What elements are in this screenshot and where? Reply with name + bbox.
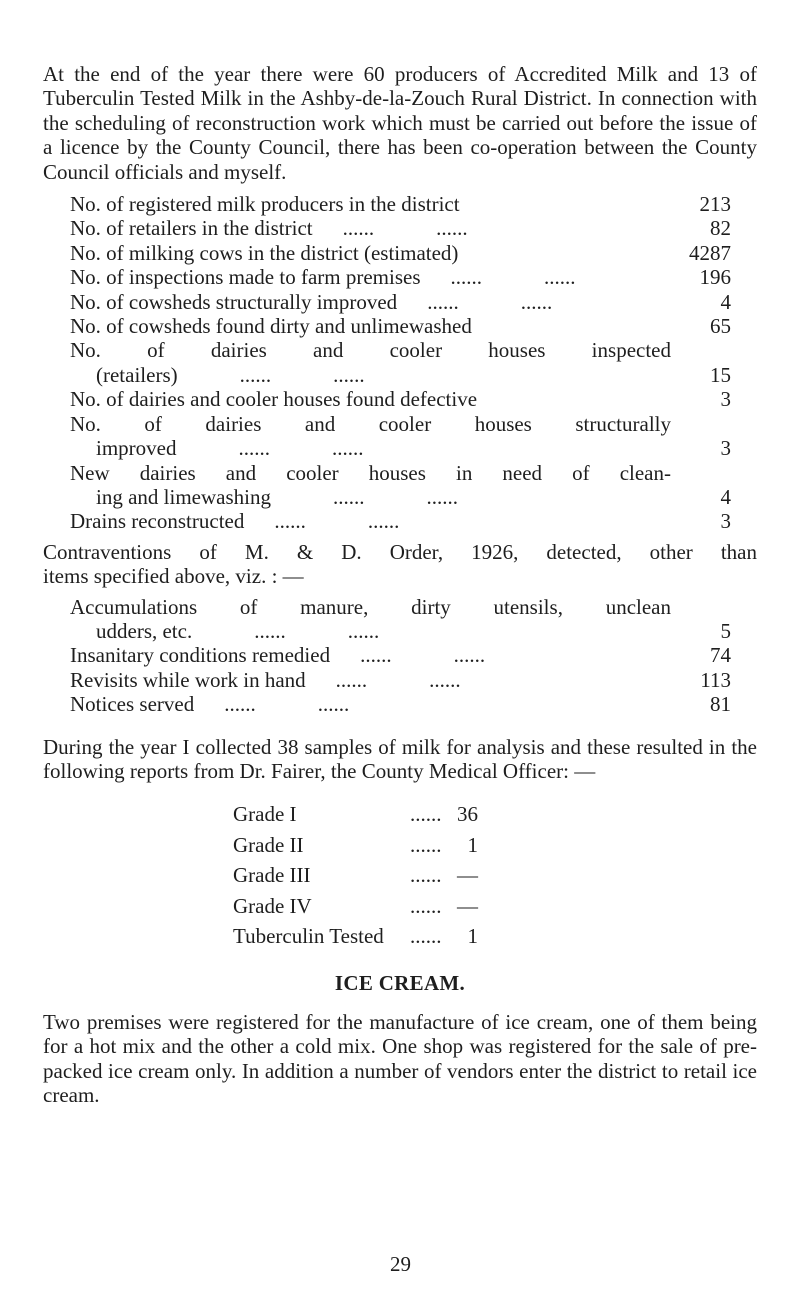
item-label xyxy=(70,192,671,216)
grade-row xyxy=(233,830,478,860)
item-label xyxy=(70,412,671,461)
item-label-text: No. of dairies and cooler houses found defective xyxy=(70,387,478,412)
list-item xyxy=(70,461,731,510)
item-label-text: No. of retailers in the district xyxy=(70,216,313,241)
item-label xyxy=(70,595,671,644)
item-label xyxy=(70,692,671,716)
list-item xyxy=(70,668,731,692)
grade-label xyxy=(233,860,442,890)
leader-dots: ...... xyxy=(436,216,468,241)
leader-dots: ...... xyxy=(342,216,375,241)
item-label-text: Accumulations of manure, dirty utensils, unclean xyxy=(70,594,671,619)
contraventions-list xyxy=(70,595,731,717)
item-label-text: Insanitary conditions remedied xyxy=(70,643,331,668)
list-item xyxy=(70,192,731,216)
leader-dots: ...... xyxy=(333,362,365,387)
item-label xyxy=(70,643,671,667)
leader-dots: ...... xyxy=(427,289,459,314)
item-label xyxy=(70,461,671,510)
item-label-text: No. of cowsheds found dirty and unlimewashed xyxy=(70,314,472,339)
grade-label xyxy=(233,891,442,921)
ice-cream-heading: ICE CREAM. xyxy=(334,971,466,996)
grade-label-text: Grade IV xyxy=(233,893,312,918)
list-item xyxy=(70,643,731,667)
item-value: 3 xyxy=(720,387,731,412)
grade-label-text: Grade II xyxy=(233,832,304,857)
leader-dots: ...... xyxy=(360,643,392,668)
list-item xyxy=(70,265,731,289)
grade-label xyxy=(233,799,442,829)
samples-paragraph: During the year I collected 38 samples of milk for analysis and these resulted in the following reports from Dr. Fairer, the County Medical Officer: — xyxy=(43,734,757,783)
item-label xyxy=(70,241,671,265)
contraventions-line-2: items specified above, viz. : — xyxy=(43,564,304,589)
list-item xyxy=(70,290,731,314)
list-item xyxy=(70,509,731,533)
item-label xyxy=(70,216,671,240)
grade-value: 1 xyxy=(467,832,478,857)
item-label-text: No. of inspections made to farm premises xyxy=(70,265,421,290)
item-label-text: No. of milking cows in the district (estimated) xyxy=(70,240,459,265)
item-value: 5 xyxy=(720,618,731,643)
item-label-text: Notices served xyxy=(70,692,195,717)
leader-dots: ...... xyxy=(335,667,368,692)
contraventions-paragraph xyxy=(43,540,757,589)
item-label-continuation-text: udders, etc. xyxy=(96,618,193,643)
item-value: 15 xyxy=(710,362,731,387)
item-value: 4287 xyxy=(689,240,731,265)
leader-dots: ...... xyxy=(331,436,364,461)
item-value: 196 xyxy=(699,265,731,290)
list-item xyxy=(70,241,731,265)
list-item xyxy=(70,387,731,411)
item-label xyxy=(70,314,671,338)
leader-dots: ...... xyxy=(520,289,553,314)
item-label-text: Drains reconstructed xyxy=(70,509,245,534)
grade-label xyxy=(233,830,442,860)
leader-dots: ...... xyxy=(274,509,306,534)
item-value: 3 xyxy=(720,436,731,461)
list-item xyxy=(70,216,731,240)
leader-dots: ...... xyxy=(239,362,272,387)
item-label xyxy=(70,338,671,387)
page-number: 29 xyxy=(390,1252,411,1276)
grade-value: — xyxy=(457,893,478,918)
grade-row xyxy=(233,921,478,951)
leader-dots: ...... xyxy=(224,692,256,717)
grade-value: 36 xyxy=(457,802,478,827)
item-label-text: Revisits while work in hand xyxy=(70,667,306,692)
inspection-statistics-list xyxy=(70,192,731,534)
leader-dots: ...... xyxy=(426,484,458,509)
grade-value: — xyxy=(457,863,478,888)
ice-cream-paragraph: Two premises were registered for the manufacture of ice cream, one of them being for a hot mix and the other a cold mix. One shop was registered for the sale of pre-packed ice cream only. In addition a number of vendors enter the district to retail ice cream. xyxy=(43,1009,757,1108)
item-label-text: No. of registered milk producers in the district xyxy=(70,192,460,217)
item-value: 81 xyxy=(710,692,731,717)
grade-label xyxy=(233,921,442,951)
item-value: 4 xyxy=(720,484,731,509)
leader-dots: ...... xyxy=(410,863,442,888)
grade-row xyxy=(233,799,478,829)
leader-dots: ...... xyxy=(410,832,442,857)
leader-dots: ...... xyxy=(347,618,380,643)
item-value: 65 xyxy=(710,314,731,339)
leader-dots: ...... xyxy=(410,924,442,948)
item-label-text: No. of dairies and cooler houses structurally xyxy=(70,411,671,436)
list-item xyxy=(70,595,731,644)
leader-dots: ...... xyxy=(332,484,365,509)
item-label-continuation xyxy=(70,436,671,460)
leader-dots: ...... xyxy=(367,509,400,534)
leader-dots: ...... xyxy=(450,265,482,290)
item-value: 74 xyxy=(710,643,731,668)
list-item xyxy=(70,412,731,461)
item-label-text: No. of dairies and cooler houses inspected xyxy=(70,338,671,363)
grade-row xyxy=(233,860,478,890)
item-label-text: New dairies and cooler houses in need of clean- xyxy=(70,460,671,485)
document-page xyxy=(43,62,757,1107)
leader-dots: ...... xyxy=(410,893,442,918)
item-label-continuation xyxy=(70,619,671,643)
grade-label-text: Grade I xyxy=(233,802,297,827)
item-label-continuation-text: ing and limewashing xyxy=(96,484,271,509)
item-label xyxy=(70,387,671,411)
item-label xyxy=(70,668,671,692)
item-label-text: No. of cowsheds structurally improved xyxy=(70,289,398,314)
item-value: 213 xyxy=(699,192,731,217)
item-value: 82 xyxy=(710,216,731,241)
item-value: 4 xyxy=(720,289,731,314)
intro-paragraph: At the end of the year there were 60 producers of Accredited Milk and 13 of Tuberculin Tested Milk in the Ashby-de-la-Zouch Rural District. In connection with the scheduling of reconstruction work which must be carried out before the issue of a licence by the County Council, there has been co-operation between the County Council officials and myself. xyxy=(43,62,757,184)
leader-dots: ...... xyxy=(429,667,461,692)
list-item xyxy=(70,692,731,716)
grades-table xyxy=(233,799,478,951)
item-label-continuation-text: (retailers) xyxy=(96,362,178,387)
grade-label-text: Tuberculin Tested xyxy=(233,924,384,948)
list-item xyxy=(70,338,731,387)
contraventions-line-1: Contraventions of M. & D. Order, 1926, detected, other than xyxy=(43,539,757,564)
item-label-continuation xyxy=(70,485,671,509)
item-label xyxy=(70,290,671,314)
item-label-continuation-text: improved xyxy=(96,436,177,461)
item-value: 113 xyxy=(700,667,731,692)
item-label xyxy=(70,265,671,289)
leader-dots: ...... xyxy=(254,618,286,643)
grade-row xyxy=(233,891,478,921)
grade-value: 1 xyxy=(467,924,478,948)
grade-label-text: Grade III xyxy=(233,863,311,888)
leader-dots: ...... xyxy=(544,265,576,290)
item-label xyxy=(70,509,671,533)
leader-dots: ...... xyxy=(238,436,270,461)
item-label-continuation xyxy=(70,363,671,387)
leader-dots: ...... xyxy=(453,643,486,668)
list-item xyxy=(70,314,731,338)
item-value: 3 xyxy=(720,509,731,534)
leader-dots: ...... xyxy=(410,802,442,827)
leader-dots: ...... xyxy=(317,692,350,717)
